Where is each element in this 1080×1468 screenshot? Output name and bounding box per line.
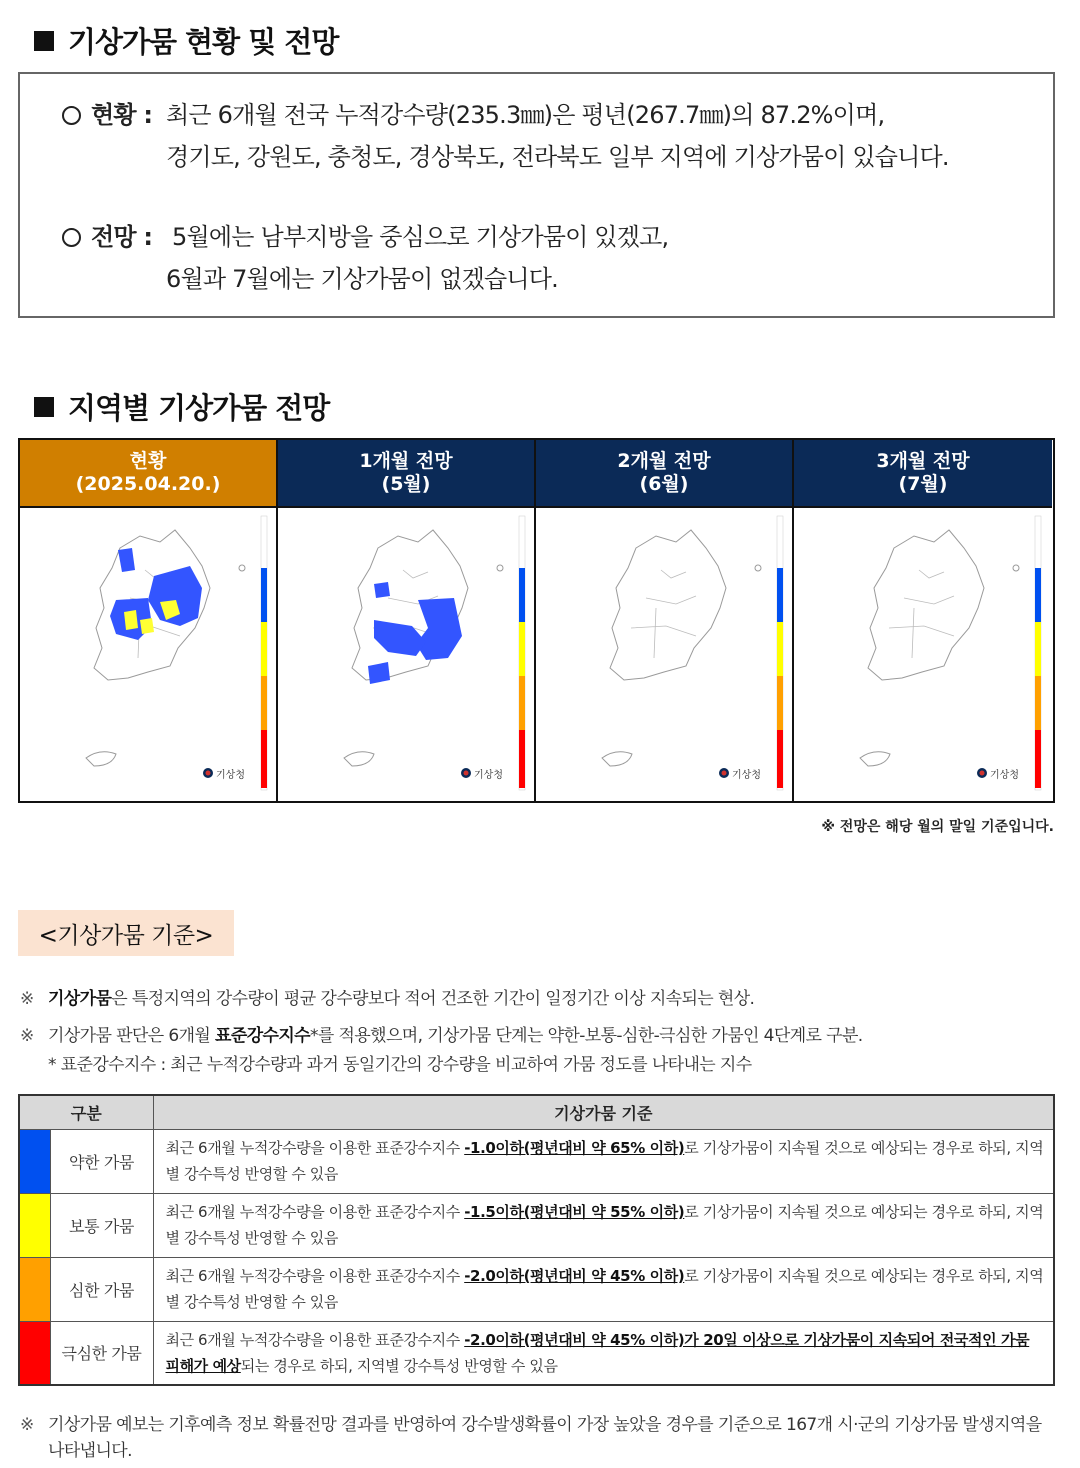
forecast-method-note: ※ 기상가뭄 예보는 기후예측 정보 확률전망 결과를 반영하여 강수발생확률이 가장 높았을 경우를 기준으로 167개 시·군의 기상가뭄 발생지역을 나타냅니다. — [20, 1412, 1060, 1464]
reference-mark-icon: ※ — [20, 989, 34, 1009]
status-summary-box — [18, 72, 1055, 318]
criteria-note-method: ※ 기상가뭄 판단은 6개월 표준강수지수*를 적용했으며, 기상가뭄 단계는 약한-보통-심한-극심한 가뭄인 4단계로 구분. — [20, 1026, 863, 1046]
table-row — [19, 1193, 1054, 1257]
criteria-note-definition: ※ 기상가뭄은 특정지역의 강수량이 평균 강수량보다 적어 건조한 기간이 일정기간 이상 지속되는 현상. — [20, 989, 755, 1009]
map-footnote: ※ 전망은 해당 월의 말일 기준입니다. — [821, 819, 1054, 835]
map-column-current — [20, 440, 278, 801]
outlook-line2: 6월과 7월에는 기상가뭄이 없겠습니다. — [166, 265, 559, 293]
map-1month — [278, 508, 534, 801]
table-header-row — [19, 1095, 1054, 1129]
level-name: 극심한 가뭄 — [50, 1321, 153, 1385]
kma-logo: 기상청 — [990, 770, 1019, 781]
korea-map-image — [536, 508, 794, 801]
map-3month — [794, 508, 1052, 801]
circle-bullet-icon — [62, 228, 81, 247]
map-header-1month: 1개월 전망 (5월) — [278, 440, 534, 508]
level-name: 보통 가뭄 — [50, 1193, 153, 1257]
current-status-line2: 경기도, 강원도, 충청도, 경상북도, 전라북도 일부 지역에 기상가뭄이 있습니다. — [166, 143, 949, 171]
section-title-regional: 지역별 기상가뭄 전망 — [34, 386, 329, 427]
map-2month — [536, 508, 792, 801]
level-description: 최근 6개월 누적강수량을 이용한 표준강수지수 -1.5이하(평년대비 약 55% 이하)로 기상가뭄이 지속될 것으로 예상되는 경우로 하되, 지역별 강수특성 반영할 수 있음 — [153, 1193, 1054, 1257]
map-current — [20, 508, 276, 801]
header-criteria: 기상가뭄 기준 — [153, 1095, 1054, 1129]
korea-map-image — [278, 508, 536, 801]
table-row — [19, 1321, 1054, 1385]
square-bullet-icon — [34, 31, 54, 51]
section-title-status: 기상가뭄 현황 및 전망 — [34, 20, 338, 61]
color-swatch-severe — [19, 1257, 50, 1321]
drought-criteria-table — [18, 1094, 1055, 1386]
table-row — [19, 1257, 1054, 1321]
criteria-note-spi: * 표준강수지수 : 최근 누적강수량과 과거 동일기간의 강수량을 비교하여 가뭄 정도를 나타내는 지수 — [48, 1055, 752, 1075]
map-header-3month: 3개월 전망 (7월) — [794, 440, 1052, 508]
drought-map-panel — [18, 438, 1055, 803]
level-name: 심한 가뭄 — [50, 1257, 153, 1321]
map-column-3month — [794, 440, 1052, 801]
map-column-2month — [536, 440, 794, 801]
korea-map-image — [794, 508, 1052, 801]
square-bullet-icon — [34, 397, 54, 417]
korea-map-image — [20, 508, 278, 801]
circle-bullet-icon — [62, 106, 81, 125]
color-swatch-weak — [19, 1129, 50, 1193]
level-description: 최근 6개월 누적강수량을 이용한 표준강수지수 -2.0이하(평년대비 약 45% 이하)로 기상가뭄이 지속될 것으로 예상되는 경우로 하되, 지역별 강수특성 반영할 수 있음 — [153, 1257, 1054, 1321]
criteria-title: <기상가뭄 기준> — [18, 910, 234, 956]
color-swatch-moderate — [19, 1193, 50, 1257]
outlook-line1: 5월에는 남부지방을 중심으로 기상가뭄이 있겠고, — [172, 223, 669, 251]
map-header-current: 현황 (2025.04.20.) — [20, 440, 276, 508]
kma-logo: 기상청 — [216, 770, 245, 781]
map-column-1month — [278, 440, 536, 801]
current-status-row: 현황 : — [62, 94, 152, 136]
color-swatch-extreme — [19, 1321, 50, 1385]
kma-logo: 기상청 — [474, 770, 503, 781]
level-description: 최근 6개월 누적강수량을 이용한 표준강수지수 -1.0이하(평년대비 약 65% 이하)로 기상가뭄이 지속될 것으로 예상되는 경우로 하되, 지역별 강수특성 반영할 수 있음 — [153, 1129, 1054, 1193]
map-header-2month: 2개월 전망 (6월) — [536, 440, 792, 508]
level-name: 약한 가뭄 — [50, 1129, 153, 1193]
table-row — [19, 1129, 1054, 1193]
reference-mark-icon: ※ — [20, 1415, 34, 1435]
level-description: 최근 6개월 누적강수량을 이용한 표준강수지수 -2.0이하(평년대비 약 45% 이하)가 20일 이상으로 기상가뭄이 지속되어 전국적인 가뭄 피해가 예상되는 경우로 하되, 지역별 강수특성 반영할 수 있음 — [153, 1321, 1054, 1385]
header-category: 구분 — [19, 1095, 153, 1129]
reference-mark-icon: ※ — [20, 1026, 34, 1046]
kma-logo: 기상청 — [732, 770, 761, 781]
outlook-row: 전망 : — [62, 216, 152, 258]
current-status-line1: 최근 6개월 전국 누적강수량(235.3㎜)은 평년(267.7㎜)의 87.2%이며, — [166, 101, 885, 129]
